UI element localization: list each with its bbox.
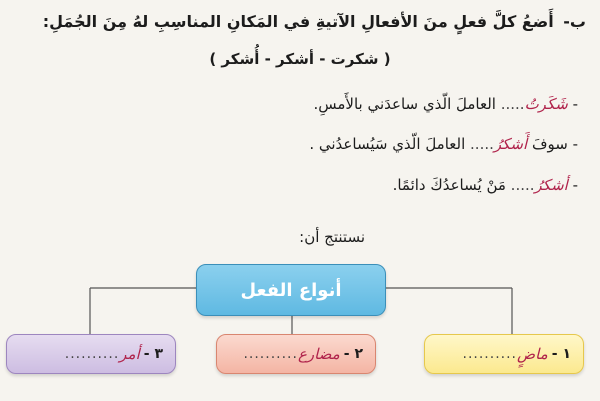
answer-dots: .......... bbox=[462, 346, 518, 362]
handwritten-answer: مضارع bbox=[297, 345, 340, 363]
category-number: ٢ - bbox=[343, 346, 363, 362]
sentence-text: العاملَ الّذي سَيُساعدُني . bbox=[309, 135, 471, 153]
sentence-prefix: - سوفَ bbox=[527, 135, 578, 153]
sentence-prefix: - bbox=[567, 95, 578, 113]
answer-dots: .......... bbox=[243, 346, 298, 362]
exercise-instruction: أَضعُ كلَّ فعلٍ منَ الأفعالِ الآتيةِ في المَكانِ المناسِبِ لهُ مِنَ الجُمَلِ: bbox=[42, 12, 554, 31]
conclusion-label: نستنتج أن: bbox=[299, 228, 365, 246]
answer-dots: ..... bbox=[500, 95, 525, 113]
handwritten-answer: أمر bbox=[119, 345, 140, 363]
answer-dots: .......... bbox=[64, 346, 120, 362]
handwritten-answer: شَكَرتُ bbox=[524, 95, 568, 113]
sentence-prefix: - bbox=[567, 176, 578, 194]
category-past bbox=[424, 334, 584, 374]
answer-dots: ..... bbox=[510, 176, 535, 194]
verb-options: ( شكرت - أشكر - أُشكر ) bbox=[209, 50, 391, 68]
verb-types-title: أنواع الفعل bbox=[240, 279, 342, 301]
exercise-label: ب- bbox=[563, 12, 586, 31]
sentence-text: مَنْ يُساعدُكَ دائمًا. bbox=[392, 176, 511, 194]
sentence-text: العاملَ الّذي ساعدَني بالأَمسِ. bbox=[313, 95, 501, 113]
category-number: ١ - bbox=[551, 346, 571, 362]
verb-types-box bbox=[196, 264, 386, 316]
handwritten-answer: ماضٍ bbox=[517, 345, 548, 363]
category-present bbox=[216, 334, 376, 374]
handwritten-answer: أشكرُ bbox=[534, 176, 568, 194]
handwritten-answer: أَشكرُ bbox=[493, 135, 528, 153]
category-number: ٣ - bbox=[143, 346, 163, 362]
category-imperative bbox=[6, 334, 176, 374]
answer-dots: ..... bbox=[470, 135, 494, 153]
